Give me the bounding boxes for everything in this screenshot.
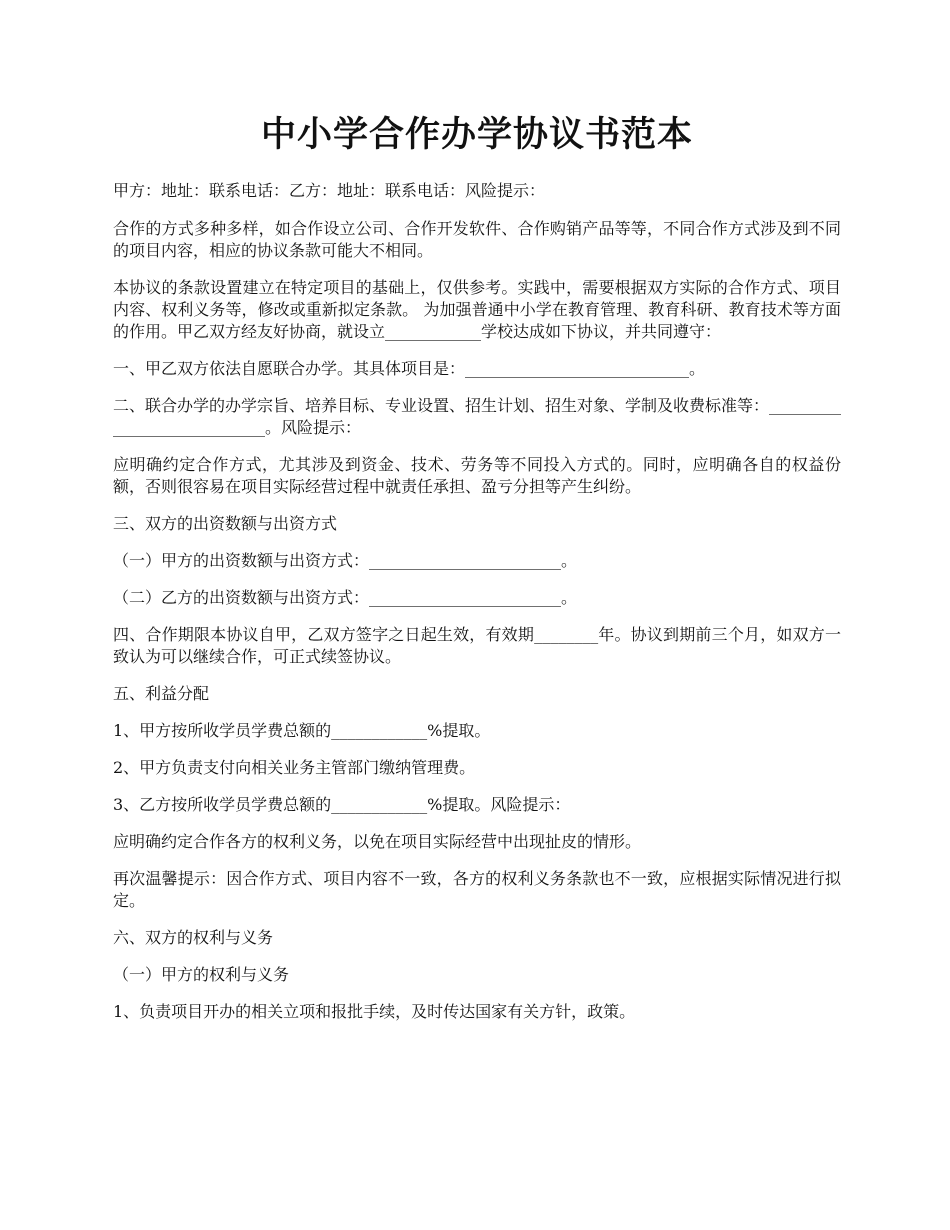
section-4-paragraph: 四、合作期限本协议自甲，乙双方签字之日起生效，有效期________年。协议到期前三个月，如双方一致认为可以继续合作，可正式续签协议。 [113,625,841,666]
section-5-heading: 五、利益分配 [113,684,210,703]
section-2-paragraph: 二、联合办学的办学宗旨、培养目标、专业设置、招生计划、招生对象、学制及收费标准等：____________________________。风险提示： [113,396,842,437]
profit-item-3: 3、乙方按所收学员学费总额的____________%提取。风险提示： [113,795,571,814]
rights-risk-paragraph: 应明确约定合作各方的权利义务，以免在项目实际经营中出现扯皮的情形。 [113,832,642,851]
section-6-heading: 六、双方的权利与义务 [113,928,274,947]
section-3-heading: 三、双方的出资数额与出资方式 [113,514,338,533]
document-title: 中小学合作办学协议书范本 [260,114,693,155]
cooperation-mode-paragraph: 合作的方式多种多样，如合作设立公司、合作开发软件、合作购销产品等等，不同合作方式涉及到不同的项目内容，相应的协议条款可能大不相同。 [113,219,841,260]
party-info-paragraph: 甲方：地址：联系电话：乙方：地址：联系电话：风险提示： [113,181,546,200]
reminder-paragraph: 再次温馨提示：因合作方式、项目内容不一致，各方的权利义务条款也不一致，应根据实际情况进行拟定。 [113,869,841,910]
party-b-investment-paragraph: （二）乙方的出资数额与出资方式：________________________。 [113,588,578,607]
section-1-paragraph: 一、甲乙双方依法自愿联合办学。其具体项目是：____________________________。 [113,359,706,378]
risk-note-paragraph: 应明确约定合作方式，尤其涉及到资金、技术、劳务等不同投入方式的。同时，应明确各自的权益份额，否则很容易在项目实际经营过程中就责任承担、盈亏分担等产生纠纷。 [113,455,841,496]
party-a-investment-paragraph: （一）甲方的出资数额与出资方式：________________________。 [113,551,578,570]
party-a-rights-item-1: 1、负责项目开办的相关立项和报批手续，及时传达国家有关方针，政策。 [113,1002,636,1021]
profit-item-1: 1、甲方按所收学员学费总额的____________%提取。 [113,721,491,740]
party-a-rights-heading: （一）甲方的权利与义务 [113,965,290,984]
clause-setup-paragraph: 本协议的条款设置建立在特定项目的基础上，仅供参考。实践中，需要根据双方实际的合作方式、项目内容、权利义务等，修改或重新拟定条款。 为加强普通中小学在教育管理、教育科研、教育技术等方面的作用。甲乙双方经友好协商，就设立____________学校达成如下协议，并共同遵守： [113,278,841,341]
profit-item-2: 2、甲方负责支付向相关业务主管部门缴纳管理费。 [113,758,476,777]
document-page [113,112,841,1038]
